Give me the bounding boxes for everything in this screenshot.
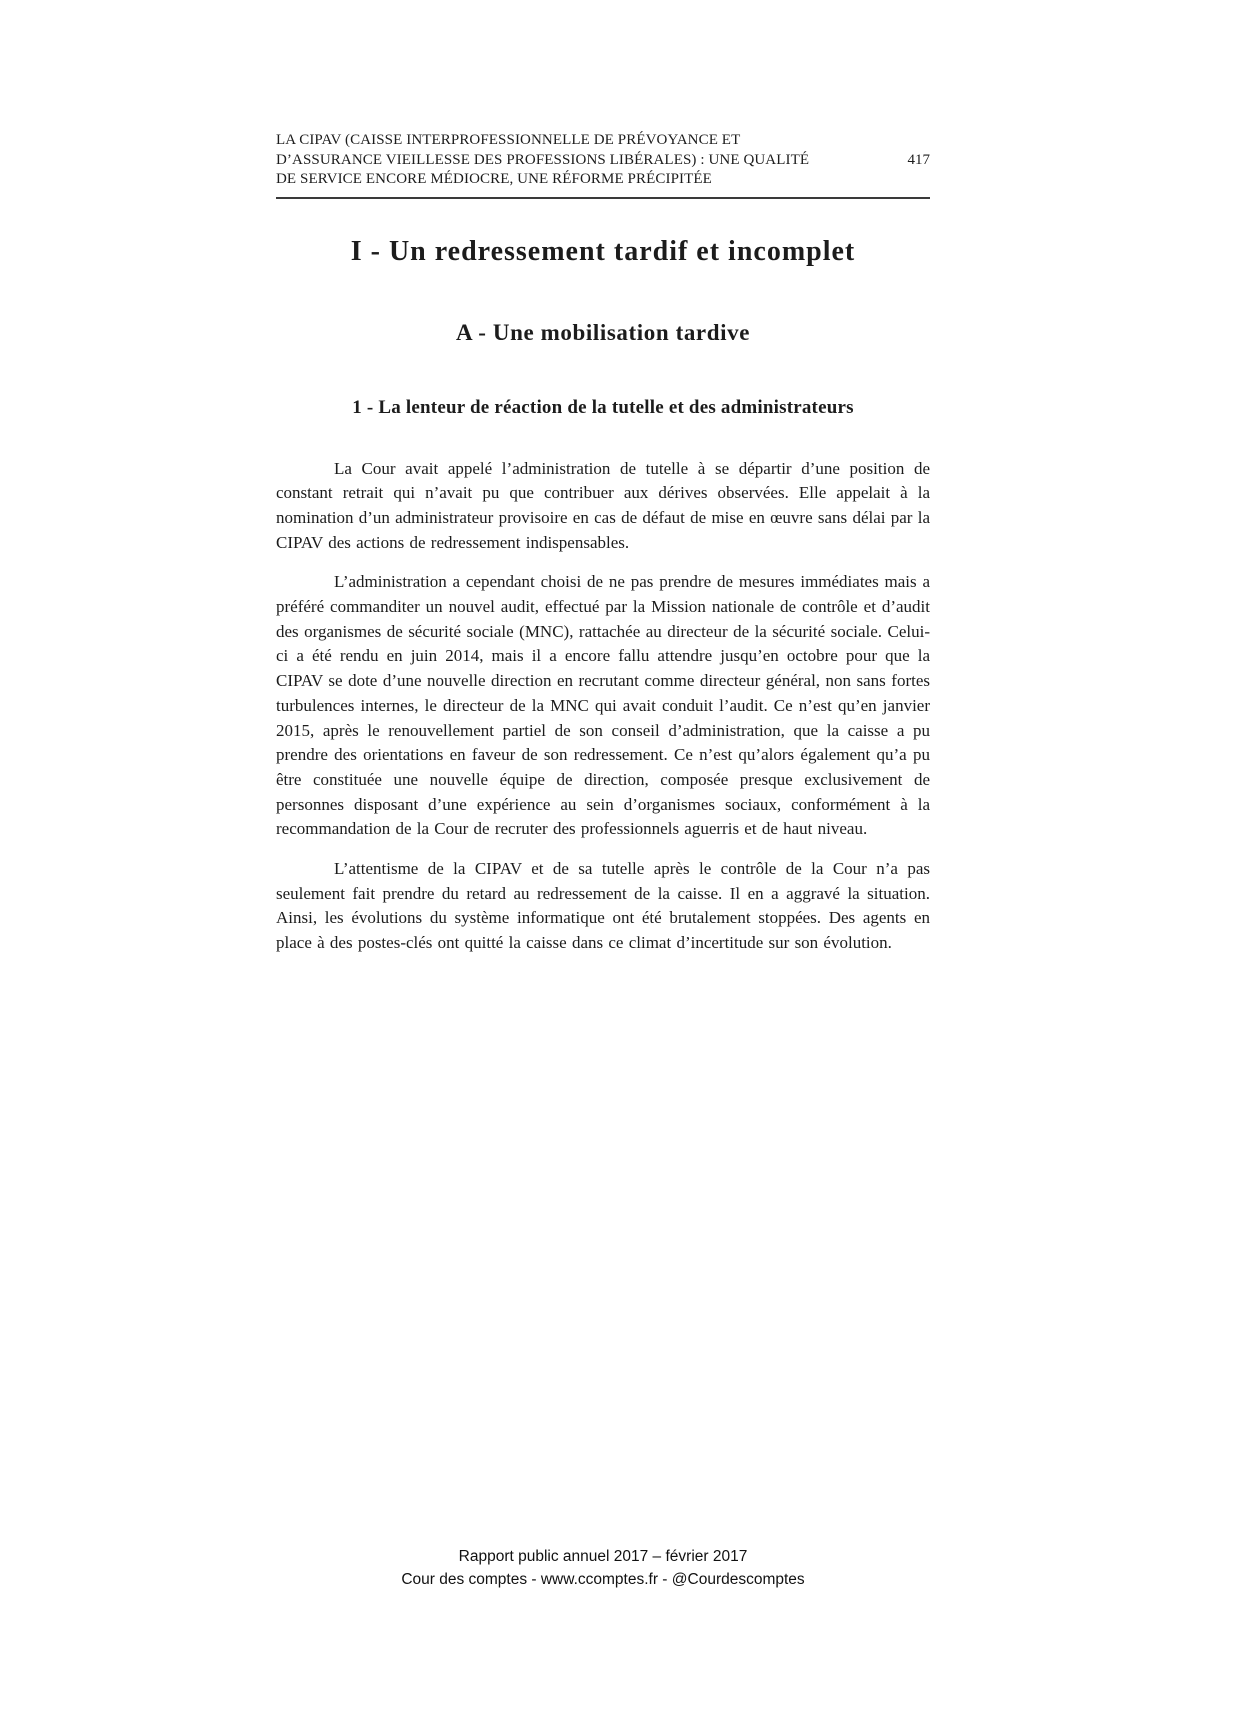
content-column (276, 0, 930, 956)
header-rule (276, 197, 930, 199)
body-text (276, 457, 930, 956)
footer-publisher: Cour des comptes - www.ccomptes.fr - @Courdescomptes (401, 1571, 805, 1588)
running-head-line-2: D’ASSURANCE VIEILLESSE DES PROFESSIONS LIBÉRALES) : UNE QUALITÉ (276, 151, 810, 168)
section-heading: A - Une mobilisation tardive (455, 319, 751, 345)
paragraph-3: L’attentisme de la CIPAV et de sa tutelle après le contrôle de la Cour n’a pas seulement fait prendre du retard au redressement de la caisse. Il en a aggravé la situation. Ainsi, les évolutions du système informatique ont été brutalement stoppées. Des agents en place à des postes-clés ont quitté la caisse dans ce climat d’incertitude sur son évolution. (276, 859, 930, 953)
running-head-title (276, 131, 809, 190)
paragraph-2: L’administration a cependant choisi de ne pas prendre de mesures immédiates mais a préféré commanditer un nouvel audit, effectué par la Mission nationale de contrôle et d’audit des organismes de sécurité sociale (MNC), rattachée au directeur de la sécurité sociale. Celui-ci a été rendu en juin 2014, mais il a encore fallu attendre jusqu’en octobre pour que la CIPAV se dote d’une nouvelle direction en recrutant comme directeur général, non sans fortes turbulences internes, le directeur de la MNC qui avait conduit l’audit. Ce n’est qu’en janvier 2015, après le renouvellement partiel de son conseil d’administration, que la caisse a pu prendre des orientations en faveur de son redressement. Ce n’est qu’alors également qu’a pu être constituée une nouvelle équipe de direction, composée presque exclusivement de personnes disposant d’une expérience au sein d’organismes sociaux, conformément à la recommandation de la Cour de recruter des professionnels aguerris et de haut niveau. (276, 572, 930, 839)
running-head-line-3: DE SERVICE ENCORE MÉDIOCRE, UNE RÉFORME PRÉCIPITÉE (276, 171, 712, 187)
running-head-row (276, 131, 930, 190)
running-header (276, 131, 930, 199)
page-footer (276, 1545, 930, 1591)
running-head-line-1: LA CIPAV (CAISSE INTERPROFESSIONNELLE DE PRÉVOYANCE ET (276, 132, 741, 148)
chapter-heading: I - Un redressement tardif et incomplet (350, 235, 856, 267)
page-number: 417 (907, 151, 930, 168)
footer-report-title: Rapport public annuel 2017 – février 2017 (458, 1548, 748, 1565)
paragraph-1: La Cour avait appelé l’administration de tutelle à se départir d’une position de constant retrait qui n’avait pu que contribuer aux dérives observées. Elle appelait à la nomination d’un administrateur provisoire en cas de défaut de mise en œuvre sans délai par la CIPAV des actions de redressement indispensables. (276, 458, 930, 552)
subsection-heading: 1 - La lenteur de réaction de la tutelle et des administrateurs (352, 396, 854, 418)
